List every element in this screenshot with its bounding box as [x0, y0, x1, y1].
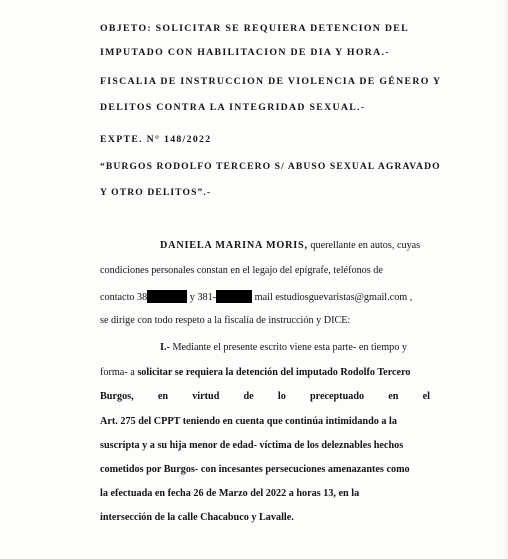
redacted-phone-2 — [216, 290, 252, 303]
intro-line-1 — [160, 241, 420, 251]
objeto-line-1: OBJETO: SOLICITAR SE REQUIERA DETENCION DEL — [100, 23, 409, 34]
section-1-line-2-start: forma- a — [100, 367, 138, 378]
word: lo — [277, 391, 286, 402]
section-1-line-1-rest: Mediante el presente escrito viene esta parte- en tiempo y — [169, 342, 407, 353]
section-1-line-1 — [160, 343, 407, 353]
caratula-line-1: “BURGOS RODOLFO TERCERO S/ ABUSO SEXUAL AGRAVADO — [100, 161, 441, 172]
contact-mail: mail estudiosguevaristas@gmail.com , — [252, 292, 413, 303]
word: Burgos, — [100, 391, 134, 402]
word: de — [243, 391, 254, 402]
section-1-line-2 — [100, 368, 411, 378]
fiscalia-line-2: DELITOS CONTRA LA INTEGRIDAD SEXUAL.- — [100, 102, 366, 113]
section-1-line-7: la efectuada en fecha 26 de Marzo del 2022 a horas 13, en la — [100, 488, 360, 499]
redacted-phone-1 — [147, 290, 187, 303]
section-1-line-6: cometidos por Burgos- con incesantes persecuciones amenazantes como — [100, 464, 410, 475]
word: virtud — [192, 391, 220, 402]
intro-line-2: condiciones personales constan en el legajo del epígrafe, teléfonos de — [100, 265, 383, 276]
intro-line-3 — [100, 290, 412, 303]
section-1-line-5: suscripta y a su hija menor de edad- víctima de los deleznables hechos — [100, 440, 404, 451]
intro-line-1-rest: querellante en autos, cuyas — [307, 240, 421, 251]
word: el — [422, 391, 430, 402]
party-name: DANIELA MARINA MORIS, — [160, 240, 308, 251]
word: en — [157, 391, 169, 402]
section-number: I.- — [160, 342, 170, 353]
contact-prefix: contacto 38 — [100, 292, 148, 303]
expediente-number: EXPTE. N° 148/2022 — [100, 134, 212, 145]
section-1-line-8: intersección de la calle Chacabuco y Lavalle. — [100, 512, 294, 523]
word: preceptuado — [309, 391, 365, 402]
word: en — [388, 391, 399, 402]
intro-line-4: se dirige con todo respeto a la fiscalía de instrucción y DICE: — [100, 315, 351, 326]
objeto-line-2: IMPUTADO CON HABILITACION DE DIA Y HORA.- — [100, 47, 390, 58]
caratula-line-2: Y OTRO DELITOS”.- — [100, 187, 212, 198]
section-1-line-3 — [100, 392, 430, 402]
contact-middle: y 381- — [187, 292, 217, 303]
section-1-line-4: Art. 275 del CPPT teniendo en cuenta que continúa intimidando a la — [100, 416, 397, 427]
fiscalia-line-1: FISCALIA DE INSTRUCCION DE VIOLENCIA DE GÉNERO Y — [100, 76, 442, 87]
section-1-line-2-bold: solicitar se requiera la detención del imputado Rodolfo Tercero — [137, 367, 411, 378]
